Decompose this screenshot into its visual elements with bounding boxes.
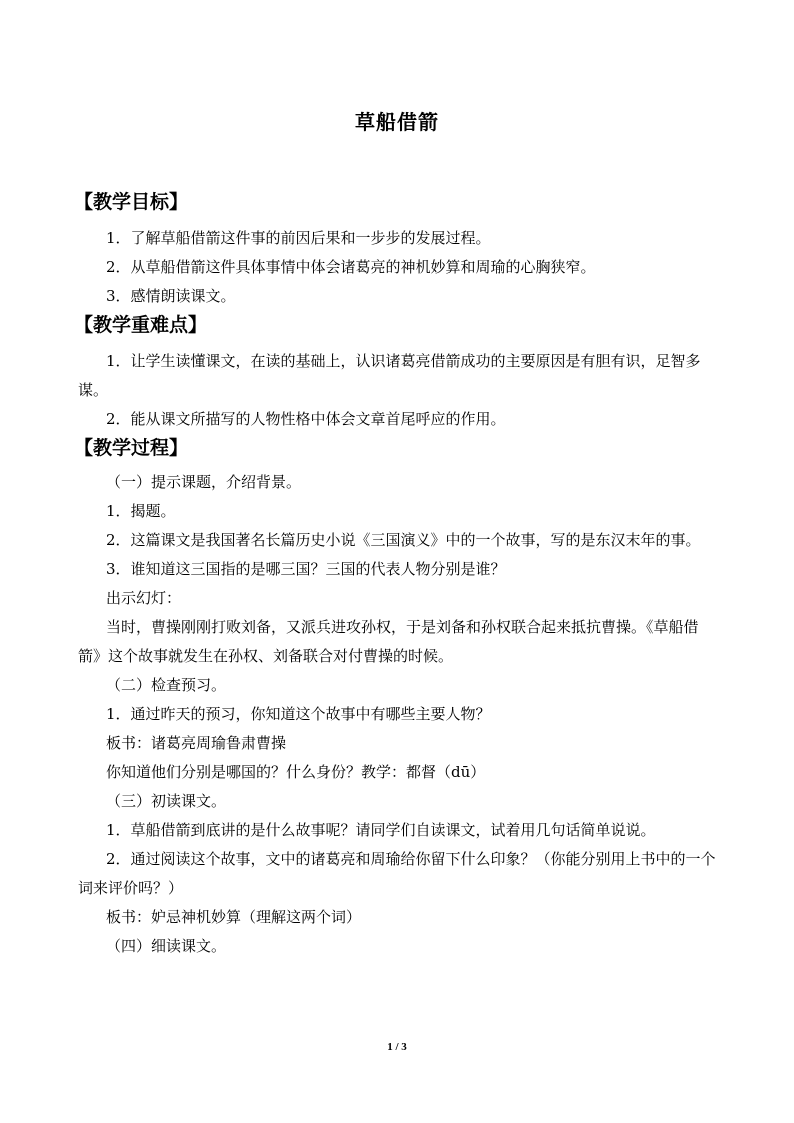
paragraph: 出示幻灯： [106,589,182,607]
paragraph: （二）检查预习。 [106,676,227,694]
paragraph: 1．草船借箭到底讲的是什么故事呢？请同学们自读课文，试着用几句话简单说说。 [106,821,656,839]
paragraph: 3．谁知道这三国指的是哪三国？三国的代表人物分别是谁？ [106,560,506,578]
paragraph: 2．这篇课文是我国著名长篇历史小说《三国演义》中的一个故事，写的是东汉末年的事。 [106,531,701,549]
paragraph: 板书：妒忌神机妙算（理解这两个词） [106,908,362,926]
paragraph: 1．让学生读懂课文，在读的基础上，认识诸葛亮借箭成功的主要原因是有胆有识，足智多谋。 [78,352,701,399]
document-body [74,188,720,961]
paragraph: 3．感情朗读课文。 [106,287,236,305]
paragraph: 2．从草船借箭这件具体事情中体会诸葛亮的神机妙算和周瑜的心胸狭窄。 [106,258,596,276]
paragraph: 板书：诸葛亮周瑜鲁肃曹操 [106,734,287,752]
paragraph: （四）细读课文。 [106,937,227,955]
section-heading-key-points: 【教学重难点】 [74,314,208,336]
paragraph: 你知道他们分别是哪国的？什么身份？教学：都督（dū） [106,763,486,781]
page-number: 1 / 3 [387,1041,407,1053]
paragraph: （一）提示课题，介绍背景。 [106,473,302,491]
section-heading-goals: 【教学目标】 [74,191,189,213]
paragraph: 当时，曹操刚刚打败刘备，又派兵进攻孙权，于是刘备和孙权联合起来抵抗曹操。《草船借箭》这个故事就发生在孙权、刘备联合对付曹操的时候。 [78,618,699,665]
paragraph: 2．能从课文所描写的人物性格中体会文章首尾呼应的作用。 [106,410,506,428]
page-title: 草船借箭 [355,110,439,134]
paragraph: 2．通过阅读这个故事，文中的诸葛亮和周瑜给你留下什么印象？（你能分别用上书中的一个词来评价吗？） [78,850,716,897]
paragraph: （三）初读课文。 [106,792,227,810]
paragraph: 1．揭题。 [106,502,176,520]
section-heading-process: 【教学过程】 [74,437,189,459]
paragraph: 1．了解草船借箭这件事的前因后果和一步步的发展过程。 [106,229,491,247]
paragraph: 1．通过昨天的预习，你知道这个故事中有哪些主要人物？ [106,705,491,723]
